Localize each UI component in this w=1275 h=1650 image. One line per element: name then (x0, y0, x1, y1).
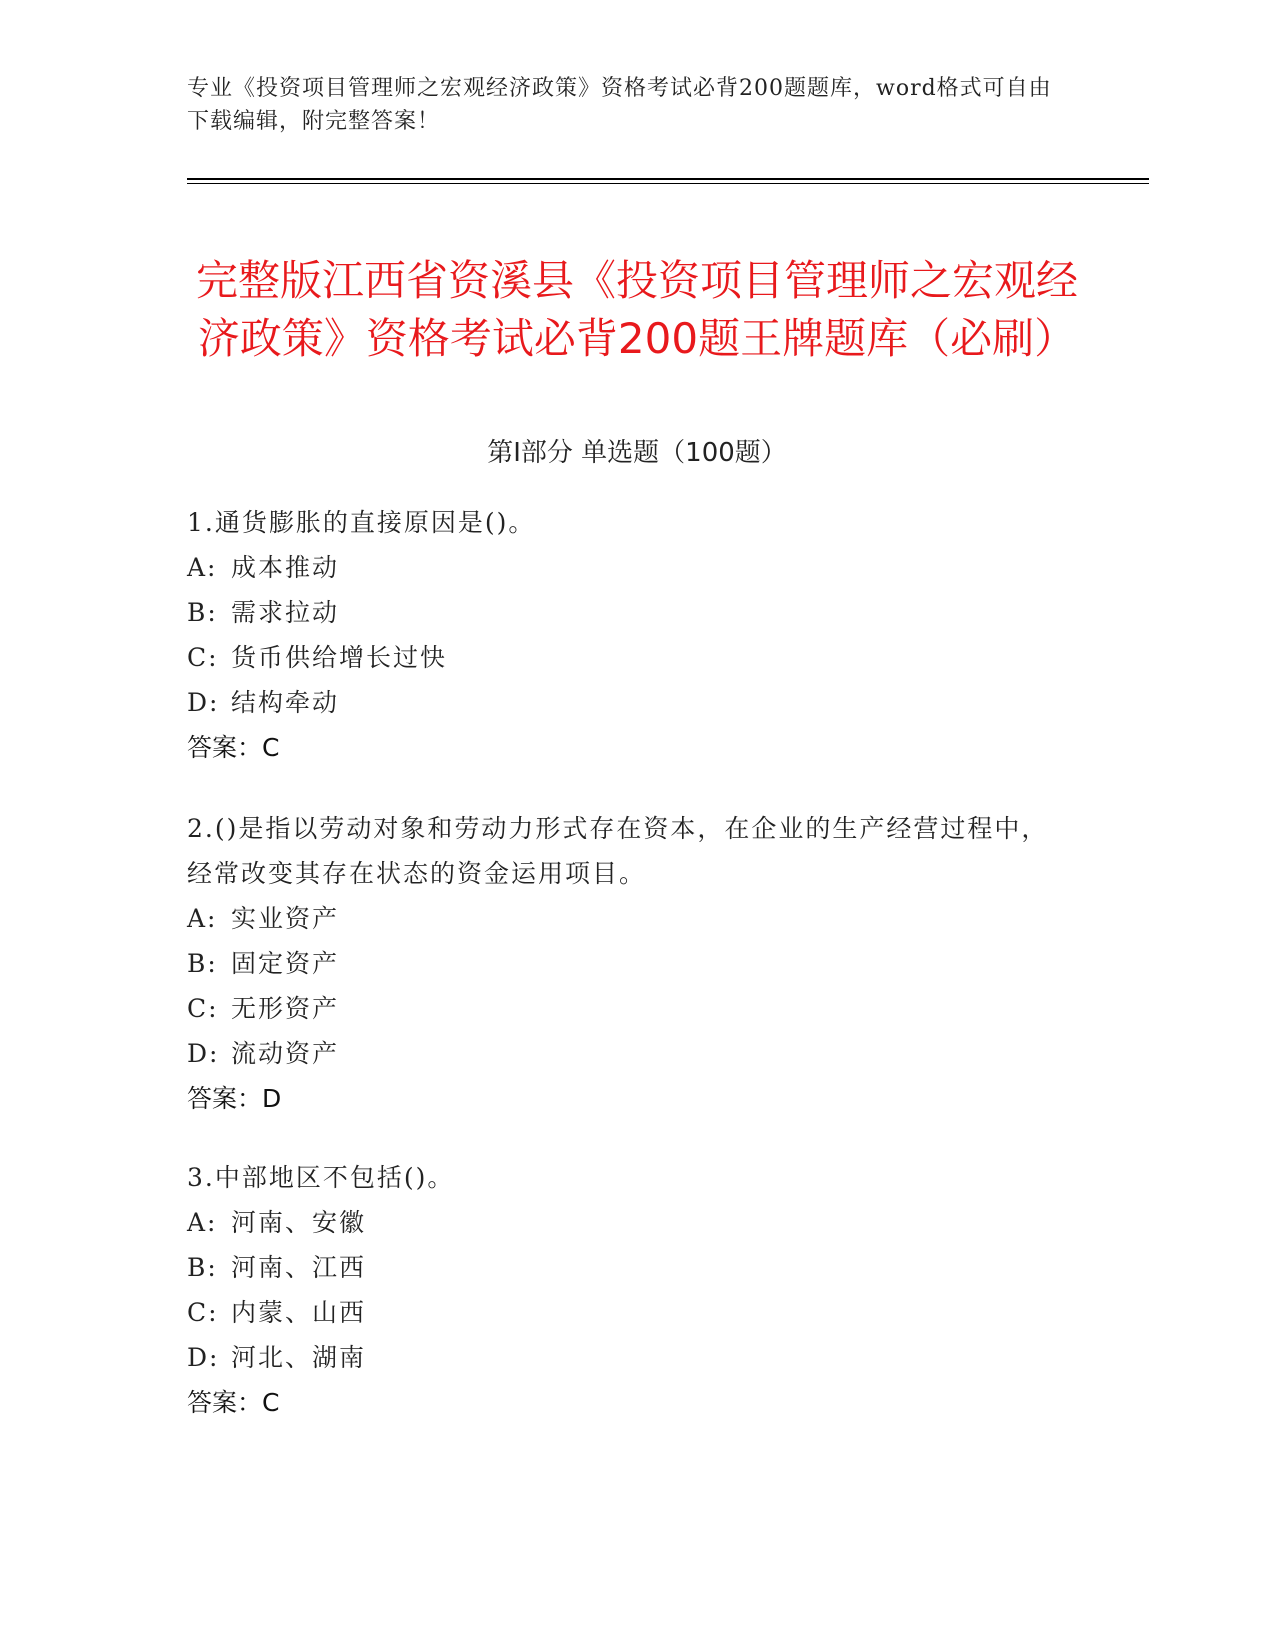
option-text: 需求拉动 (231, 598, 340, 627)
header-note: 专业《投资项目管理师之宏观经济政策》资格考试必背200题题库，word格式可自由下载编辑，附完整答案！ (187, 76, 1052, 134)
answer-line: 答案：D (187, 1084, 282, 1113)
option-text: 内蒙、山西 (231, 1298, 367, 1327)
header-rule-thin (187, 183, 1149, 184)
option-d (187, 1335, 1067, 1380)
option-text: 河南、江西 (231, 1253, 367, 1282)
option-text: 固定资产 (231, 949, 340, 978)
answer-line: 答案：C (187, 1388, 280, 1417)
option-letter: D: (187, 688, 220, 717)
option-text: 河北、湖南 (231, 1343, 367, 1372)
option-a (187, 1200, 1067, 1245)
section-heading: 第Ⅰ部分 单选题（100题） (487, 438, 787, 468)
option-letter: A: (187, 553, 218, 582)
document-title: 完整版江西省资溪县《投资项目管理师之宏观经济政策》资格考试必背200题王牌题库（必刷） (195, 256, 1078, 364)
option-d (187, 1031, 1067, 1076)
option-d (187, 680, 1067, 725)
question-stem: 2.()是指以劳动对象和劳动力形式存在资本，在企业的生产经营过程中，经常改变其存在状态的资金运用项目。 (187, 814, 1049, 888)
question-stem: 1.通货膨胀的直接原因是()。 (187, 508, 536, 537)
option-letter: B: (187, 598, 218, 627)
option-text: 无形资产 (231, 994, 340, 1023)
option-c (187, 635, 1067, 680)
question-stem: 3.中部地区不包括()。 (187, 1163, 455, 1192)
option-letter: B: (187, 949, 218, 978)
question-3 (187, 1155, 1067, 1425)
option-text: 河南、安徽 (231, 1208, 367, 1237)
option-text: 结构牵动 (231, 688, 340, 717)
option-a (187, 896, 1067, 941)
question-2 (187, 806, 1067, 1121)
option-c (187, 1290, 1067, 1335)
option-letter: A: (187, 1208, 218, 1237)
header-rule-thick (187, 178, 1149, 180)
option-letter: B: (187, 1253, 218, 1282)
option-letter: A: (187, 904, 218, 933)
option-text: 成本推动 (231, 553, 340, 582)
option-b (187, 1245, 1067, 1290)
option-letter: D: (187, 1343, 220, 1372)
option-text: 货币供给增长过快 (231, 643, 448, 672)
option-letter: D: (187, 1039, 220, 1068)
option-letter: C: (187, 994, 219, 1023)
option-c (187, 986, 1067, 1031)
option-text: 流动资产 (231, 1039, 340, 1068)
option-text: 实业资产 (231, 904, 340, 933)
option-b (187, 941, 1067, 986)
option-a (187, 545, 1067, 590)
option-b (187, 590, 1067, 635)
option-letter: C: (187, 643, 219, 672)
question-1 (187, 500, 1067, 770)
option-letter: C: (187, 1298, 219, 1327)
answer-line: 答案：C (187, 733, 280, 762)
